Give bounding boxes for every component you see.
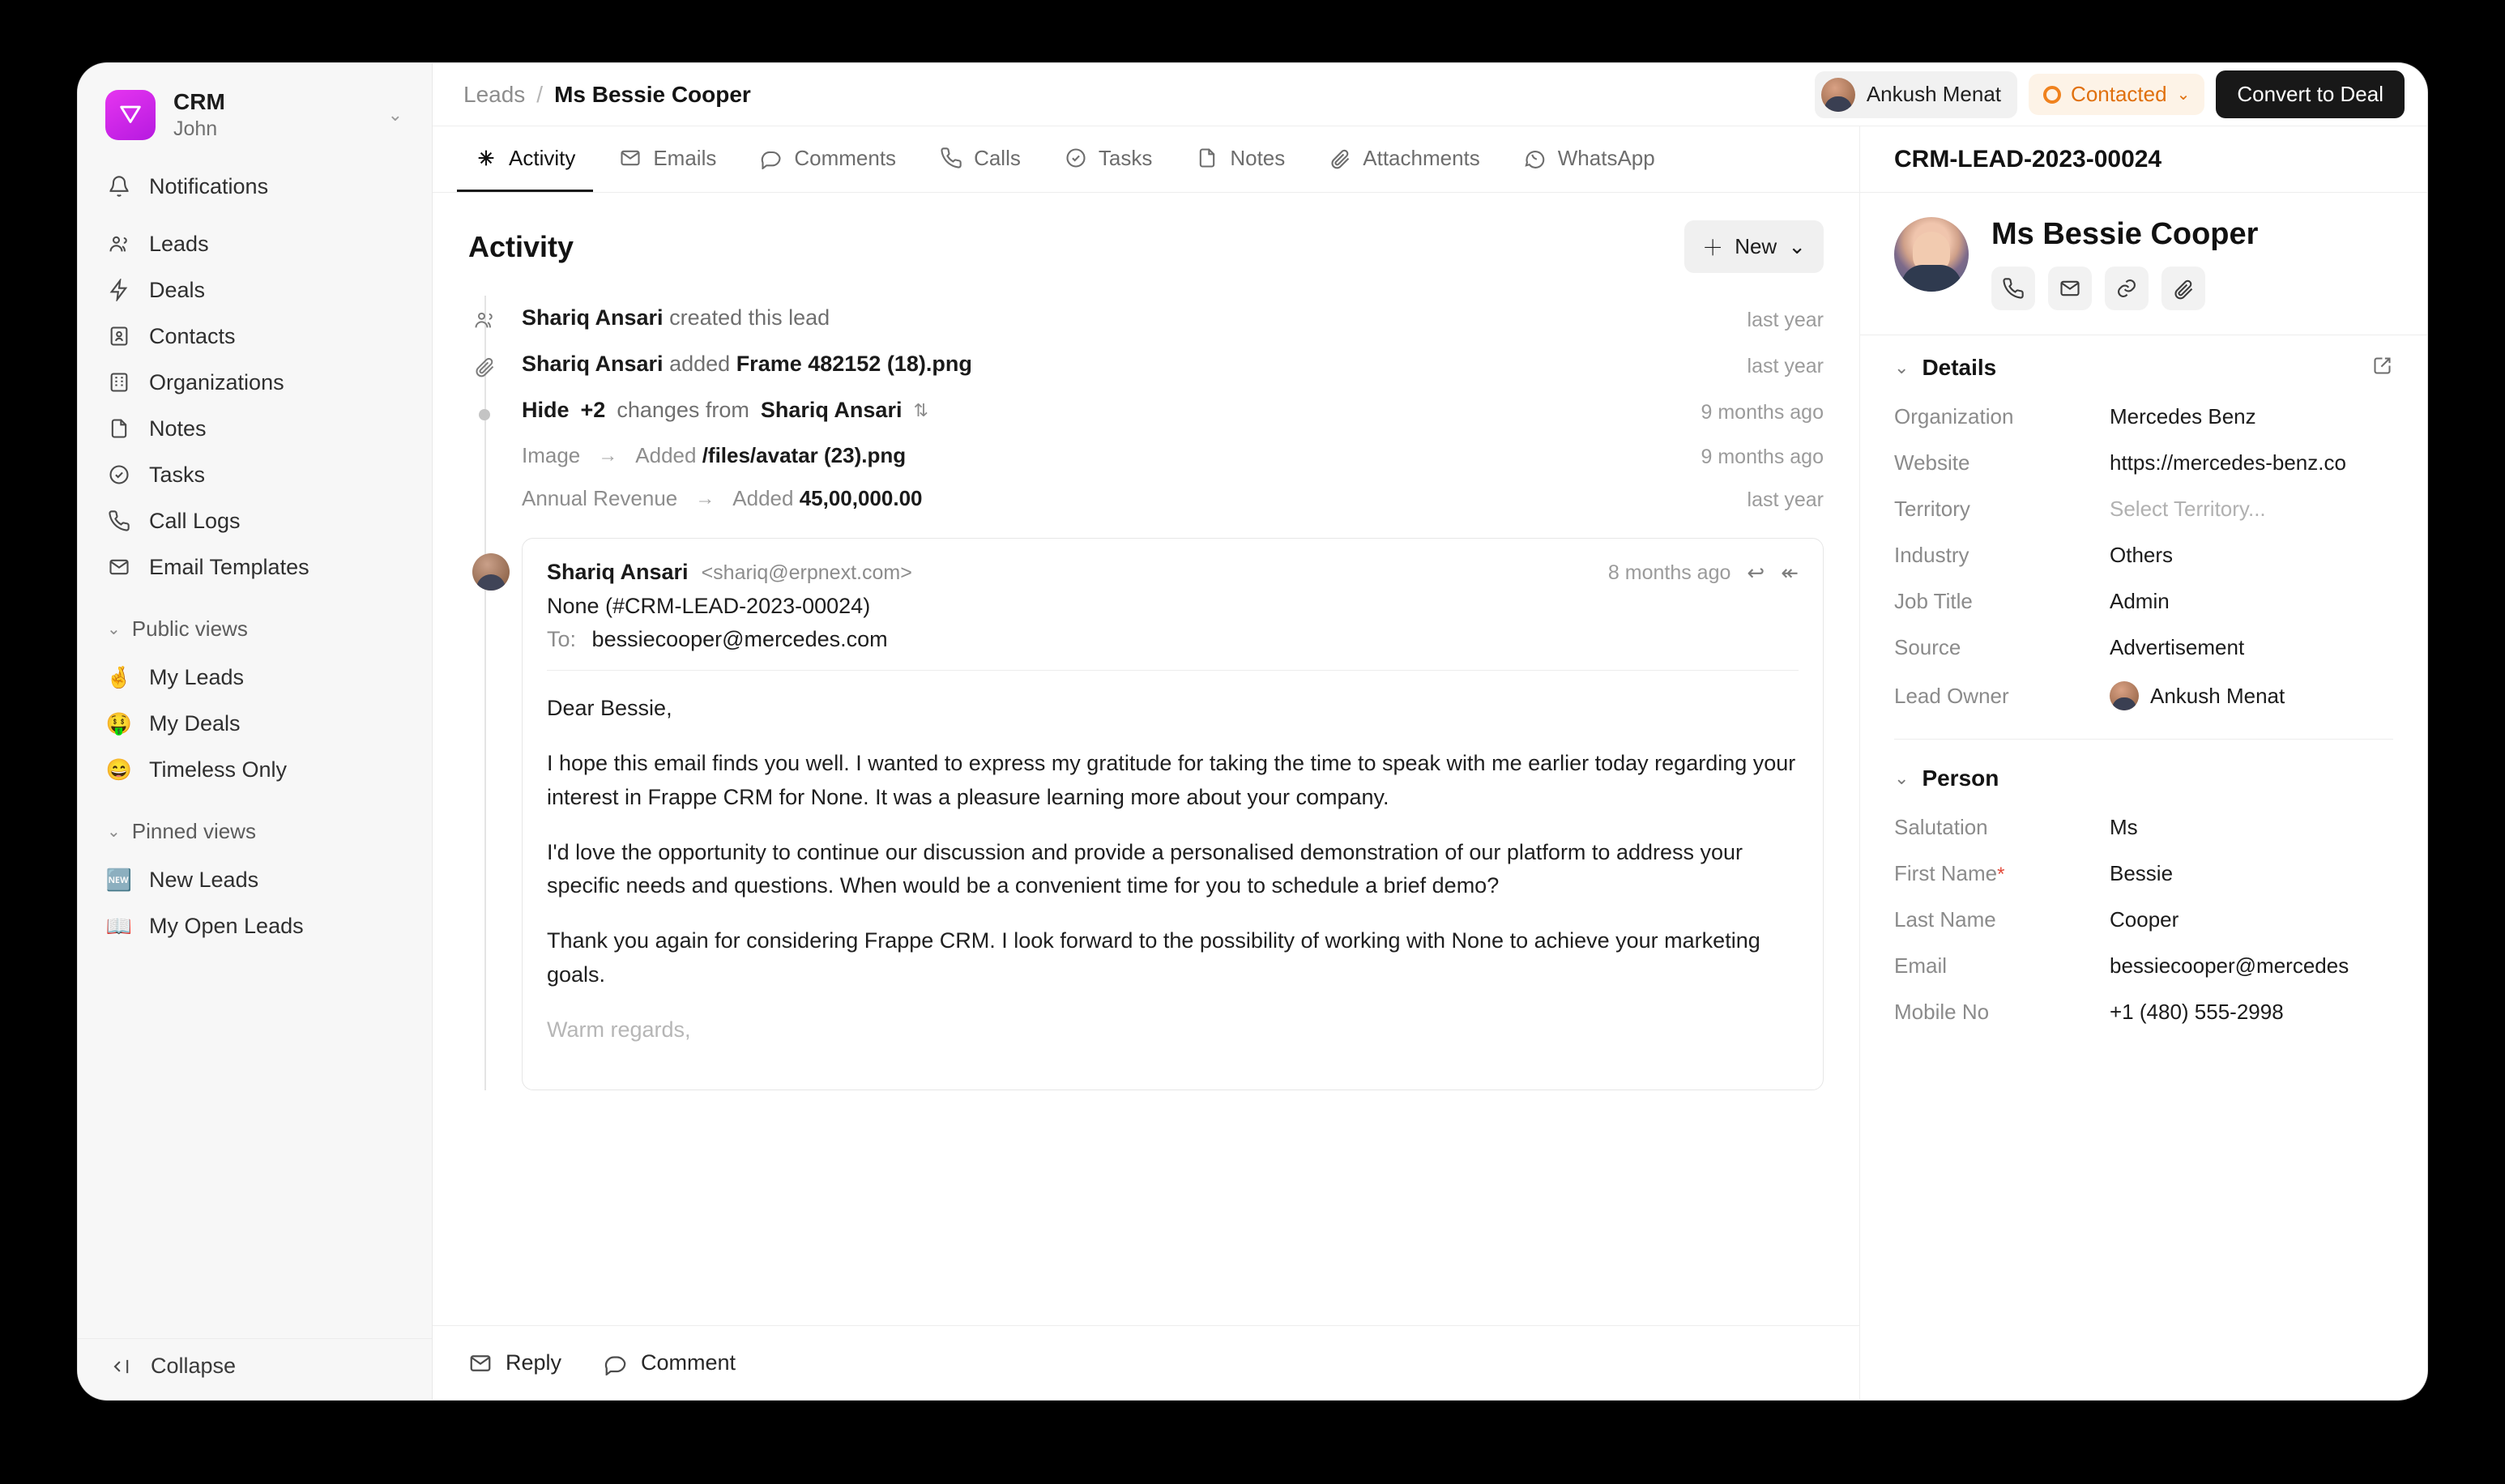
- attachment-action-button[interactable]: [2161, 267, 2205, 310]
- field-label-text: First Name: [1894, 861, 1998, 885]
- lead-owner-chip[interactable]: [1815, 71, 2017, 118]
- tab-label: Attachments: [1363, 145, 1480, 170]
- plus-icon: ＋: [1702, 236, 1724, 260]
- field-value[interactable]: https://mercedes-benz.co: [2110, 450, 2346, 475]
- email-closing: Warm regards,: [547, 1017, 691, 1042]
- tab-activity[interactable]: [457, 126, 593, 192]
- field-job-title[interactable]: [1894, 578, 2393, 625]
- field-salutation[interactable]: [1894, 804, 2393, 851]
- tab-attachments[interactable]: [1311, 126, 1498, 192]
- reply-icon[interactable]: ↩: [1747, 561, 1765, 585]
- field-label: Mobile No: [1894, 1000, 1990, 1024]
- new-emoji-icon: 🆕: [105, 867, 133, 892]
- hand-emoji-icon: 🤞: [105, 664, 133, 689]
- details-panel: [1860, 126, 2427, 1400]
- timeline-object: Frame 482152 (18).png: [736, 352, 972, 376]
- sidebar-item-label: Call Logs: [149, 508, 241, 533]
- field-email[interactable]: [1894, 943, 2393, 989]
- sidebar-item-label: Notes: [149, 416, 207, 441]
- field-label: Website: [1894, 450, 1970, 475]
- crm-logo-icon: [105, 90, 156, 140]
- paperclip-icon: [2172, 277, 2195, 300]
- link-icon: [2115, 277, 2138, 300]
- link-action-button[interactable]: [2105, 267, 2149, 310]
- timeline-action: created this lead: [669, 305, 830, 330]
- new-label: New: [1735, 234, 1777, 258]
- sidebar-item-label: My Open Leads: [149, 913, 304, 938]
- field-mobile-no[interactable]: [1894, 989, 2393, 1035]
- sidebar-item-deals[interactable]: [94, 267, 416, 313]
- sidebar-item-label: Contacts: [149, 323, 236, 348]
- user-plus-icon: [468, 305, 501, 331]
- field-value[interactable]: Admin: [2110, 589, 2170, 613]
- tab-label: Tasks: [1098, 145, 1153, 170]
- sidebar-item-notifications[interactable]: [94, 164, 416, 210]
- timeline-text: [522, 352, 1726, 377]
- reply-all-icon[interactable]: ↞: [1781, 561, 1799, 585]
- hide-count: +2: [580, 398, 606, 422]
- sort-toggle-icon[interactable]: ⇅: [913, 399, 928, 420]
- field-value[interactable]: Others: [2110, 543, 2174, 567]
- tab-comments[interactable]: [742, 126, 914, 192]
- tab-bar: [433, 126, 1859, 193]
- field-industry[interactable]: [1894, 532, 2393, 578]
- arrow-right-icon: →: [598, 444, 618, 467]
- avatar: [472, 553, 510, 591]
- timeline-time: last year: [1747, 355, 1824, 377]
- email-to-label: To:: [547, 627, 577, 651]
- mail-icon: [2059, 277, 2081, 300]
- field-label: Source: [1894, 635, 1961, 659]
- change-field: Image: [522, 443, 581, 467]
- avatar: [2110, 681, 2139, 710]
- sidebar-item-label: Timeless Only: [149, 757, 288, 782]
- tab-calls[interactable]: [922, 126, 1039, 192]
- chevron-down-icon[interactable]: ⌄: [1894, 768, 1910, 788]
- app-window: [78, 63, 2427, 1400]
- person-section: [1860, 746, 2427, 1042]
- contacts-icon: [107, 324, 131, 348]
- tab-tasks[interactable]: [1047, 126, 1170, 192]
- field-label: Lead Owner: [1894, 683, 2009, 708]
- sidebar-item-label: Email Templates: [149, 554, 309, 579]
- scroll-fade: [433, 1269, 1859, 1325]
- sidebar-item-label: My Deals: [149, 710, 241, 736]
- comment-label: Comment: [641, 1350, 736, 1375]
- deals-icon: [107, 278, 131, 302]
- activity-icon: [475, 147, 497, 169]
- phone-icon: [940, 147, 962, 169]
- activity-column: [433, 126, 1860, 1400]
- edit-details-button[interactable]: [2371, 355, 2393, 381]
- field-label: [1894, 861, 2097, 886]
- activity-feed: [433, 193, 1859, 1325]
- lead-owner-name: Ankush Menat: [1866, 82, 2002, 106]
- whatsapp-icon: [1524, 147, 1547, 169]
- sidebar-item-my-open-leads[interactable]: [94, 903, 416, 949]
- paperclip-icon: [468, 352, 501, 377]
- collapse-icon: [109, 1354, 133, 1379]
- tab-label: Comments: [794, 145, 897, 170]
- sidebar-item-timeless-only[interactable]: [94, 747, 416, 793]
- public-views-title: Public views: [131, 616, 248, 641]
- comment-icon: [604, 1351, 628, 1375]
- hide-mid: changes from: [617, 398, 749, 422]
- change-field: Annual Revenue: [522, 486, 678, 510]
- divider: [547, 670, 1799, 671]
- sidebar-item-contacts[interactable]: [94, 313, 416, 360]
- sidebar-item-label: Leads: [149, 231, 209, 256]
- sidebar-item-call-logs[interactable]: [94, 498, 416, 544]
- collapse-label: Collapse: [151, 1354, 237, 1378]
- timeline: [468, 296, 1824, 1090]
- field-label: Last Name: [1894, 907, 1996, 932]
- tab-label: WhatsApp: [1557, 145, 1655, 170]
- email-time: 8 months ago: [1607, 561, 1731, 584]
- status-badge[interactable]: [2029, 74, 2204, 115]
- tab-label: Emails: [653, 145, 717, 170]
- reply-button[interactable]: [468, 1350, 561, 1375]
- field-organization[interactable]: [1894, 394, 2393, 440]
- field-value[interactable]: +1 (480) 555-2998: [2110, 1000, 2284, 1024]
- change-value: [635, 443, 906, 468]
- chevron-down-icon: ⌄: [387, 104, 403, 125]
- field-value[interactable]: Advertisement: [2110, 635, 2245, 659]
- sidebar-item-label: New Leads: [149, 867, 259, 892]
- comment-icon: [760, 147, 783, 169]
- comment-button[interactable]: [604, 1350, 736, 1375]
- chevron-down-icon[interactable]: ⌄: [1894, 357, 1910, 377]
- sidebar-item-my-deals[interactable]: [94, 701, 416, 747]
- sidebar-item-label: Tasks: [149, 462, 206, 487]
- email-action-button[interactable]: [2048, 267, 2092, 310]
- field-value[interactable]: Mercedes Benz: [2110, 404, 2256, 429]
- field-source[interactable]: [1894, 625, 2393, 671]
- lead-id: CRM-LEAD-2023-00024: [1894, 145, 2162, 173]
- change-new-value: 45,00,000.00: [799, 486, 923, 510]
- leads-icon: [107, 232, 131, 256]
- task-icon: [1065, 147, 1087, 169]
- change-new-value: /files/avatar (23).png: [702, 443, 907, 467]
- sidebar-item-label: My Leads: [149, 664, 245, 689]
- email-paragraph: Thank you again for considering Frappe CRM. I look forward to the possibility of working with None to achieve your marketing goals.: [547, 928, 1760, 987]
- timeline-time: 9 months ago: [1701, 401, 1824, 424]
- tab-notes[interactable]: [1178, 126, 1303, 192]
- phone-icon: [2002, 277, 2025, 300]
- chevron-down-icon: ⌄: [1788, 234, 1806, 258]
- timeline-collapse-row[interactable]: [468, 388, 1824, 434]
- main-area: [433, 63, 2427, 1400]
- breadcrumb-leads[interactable]: Leads: [463, 81, 526, 107]
- lead-id-bar: [1860, 126, 2427, 193]
- field-label: Salutation: [1894, 815, 1988, 839]
- field-value: Ankush Menat: [2150, 683, 2285, 708]
- timeline-actor: Shariq Ansari: [522, 305, 664, 330]
- collapse-sidebar-button[interactable]: [78, 1338, 432, 1400]
- tab-emails[interactable]: [601, 126, 734, 192]
- field-value[interactable]: Bessie: [2110, 861, 2174, 885]
- details-title: Details: [1922, 355, 1997, 380]
- email-paragraph: I hope this email finds you well. I wanted to express my gratitude for taking the time to speak with me earlier today regarding your interest in Frappe CRM for None. It was a pleasure learning more about your company.: [547, 750, 1796, 809]
- organizations-icon: [107, 370, 131, 394]
- phone-icon: [107, 509, 131, 533]
- sidebar: [78, 63, 433, 1400]
- sidebar-item-leads[interactable]: [94, 221, 416, 267]
- arrow-right-icon: →: [695, 487, 715, 510]
- avatar: [1821, 78, 1855, 112]
- edit-icon: [2371, 355, 2393, 377]
- change-value: [732, 486, 922, 511]
- field-label: Territory: [1894, 497, 1970, 521]
- sidebar-item-my-leads[interactable]: [94, 655, 416, 701]
- field-label: Job Title: [1894, 589, 1973, 613]
- field-value[interactable]: Cooper: [2110, 907, 2179, 932]
- change-row: [468, 477, 1824, 520]
- reply-label: Reply: [506, 1350, 562, 1375]
- brand-switcher[interactable]: [96, 81, 416, 149]
- field-value[interactable]: Select Territory...: [2110, 497, 2266, 521]
- convert-to-deal-button[interactable]: Convert to Deal: [2216, 70, 2405, 118]
- details-section: [1860, 335, 2427, 746]
- money-face-emoji-icon: 🤑: [105, 710, 133, 736]
- page-title: Activity: [468, 229, 574, 263]
- tasks-icon: [107, 463, 131, 487]
- timeline-text: [522, 398, 1680, 423]
- email-card[interactable]: [522, 538, 1824, 1090]
- public-views-section[interactable]: [94, 608, 416, 650]
- sidebar-item-label: Notifications: [149, 173, 269, 198]
- change-time: last year: [1747, 488, 1824, 511]
- field-label: Email: [1894, 953, 1948, 978]
- call-action-button[interactable]: [1991, 267, 2035, 310]
- divider: [1894, 739, 2393, 740]
- email-to-value: bessiecooper@mercedes.com: [591, 627, 888, 651]
- status-dot-icon: [2043, 86, 2061, 104]
- notes-icon: [107, 416, 131, 441]
- email-icon: [619, 147, 642, 169]
- activity-footer: [433, 1325, 1859, 1400]
- sidebar-item-tasks[interactable]: [94, 452, 416, 498]
- change-action: Added: [732, 486, 794, 510]
- new-activity-button[interactable]: [1684, 220, 1824, 273]
- lead-hero: [1860, 193, 2427, 335]
- breadcrumb-separator: /: [536, 81, 544, 107]
- avatar[interactable]: [1894, 217, 1969, 292]
- top-bar: [433, 63, 2427, 126]
- tab-label: Calls: [974, 145, 1021, 170]
- email-sender-address: <shariq@erpnext.com>: [701, 561, 912, 584]
- change-action: Added: [635, 443, 697, 467]
- timeline-time: last year: [1747, 309, 1824, 331]
- reply-icon: [468, 1351, 493, 1375]
- change-time: 9 months ago: [1701, 446, 1824, 468]
- chevron-down-icon: ⌄: [2176, 86, 2191, 104]
- brand-title: CRM: [173, 89, 225, 114]
- smile-emoji-icon: 😄: [105, 757, 133, 782]
- field-value[interactable]: bessiecooper@mercedes: [2110, 953, 2349, 978]
- email-sender: Shariq Ansari: [547, 560, 689, 584]
- email-recipient-row: [547, 627, 1799, 652]
- sidebar-item-email-templates[interactable]: [94, 544, 416, 591]
- timeline-item: [468, 342, 1824, 388]
- hide-actor: Shariq Ansari: [760, 398, 903, 422]
- timeline-actor: Shariq Ansari: [522, 352, 664, 376]
- required-marker: *: [1997, 864, 2005, 885]
- tab-whatsapp[interactable]: [1506, 126, 1673, 192]
- field-territory[interactable]: [1894, 486, 2393, 532]
- dot-icon: [468, 398, 501, 420]
- field-value-wrap[interactable]: [2110, 681, 2393, 710]
- chevron-down-icon: ⌄: [107, 822, 121, 841]
- brand-user: John: [173, 117, 218, 141]
- email-paragraph: Dear Bessie,: [547, 696, 672, 720]
- sidebar-item-label: Organizations: [149, 369, 284, 394]
- field-lead-owner[interactable]: [1894, 671, 2393, 721]
- tab-label: Activity: [509, 145, 576, 170]
- paperclip-icon: [1329, 147, 1351, 169]
- sidebar-item-new-leads[interactable]: [94, 857, 416, 903]
- sidebar-item-organizations[interactable]: [94, 360, 416, 406]
- status-label: Contacted: [2071, 82, 2167, 106]
- sidebar-item-label: Deals: [149, 277, 206, 302]
- email-subject: None (#CRM-LEAD-2023-00024): [547, 594, 871, 618]
- hide-label: Hide: [522, 398, 570, 422]
- sidebar-item-notes[interactable]: [94, 406, 416, 452]
- timeline-action: added: [669, 352, 731, 376]
- person-title: Person: [1922, 765, 1999, 791]
- timeline-item: [468, 296, 1824, 342]
- timeline-text: [522, 305, 1726, 330]
- field-label: Industry: [1894, 543, 1969, 567]
- field-last-name[interactable]: [1894, 897, 2393, 943]
- tab-label: Notes: [1230, 145, 1286, 170]
- note-icon: [1196, 147, 1218, 169]
- lead-name: Ms Bessie Cooper: [1991, 217, 2259, 251]
- field-website[interactable]: [1894, 440, 2393, 486]
- mail-icon: [107, 555, 131, 579]
- pinned-views-section[interactable]: [94, 811, 416, 852]
- field-first-name[interactable]: [1894, 851, 2393, 897]
- book-emoji-icon: 📖: [105, 913, 133, 938]
- bell-icon: [107, 174, 131, 198]
- change-row: [468, 434, 1824, 477]
- field-value[interactable]: Ms: [2110, 815, 2138, 839]
- pinned-views-title: Pinned views: [131, 818, 256, 843]
- chevron-down-icon: ⌄: [107, 620, 121, 638]
- email-body: [547, 692, 1799, 1047]
- email-paragraph: I'd love the opportunity to continue our discussion and provide a personalised demonstration of our platform to address your specific needs and questions. When would be a convenient time for you to schedule a brief demo?: [547, 839, 1743, 898]
- breadcrumb-current: Ms Bessie Cooper: [554, 81, 751, 107]
- field-label: Organization: [1894, 404, 2014, 429]
